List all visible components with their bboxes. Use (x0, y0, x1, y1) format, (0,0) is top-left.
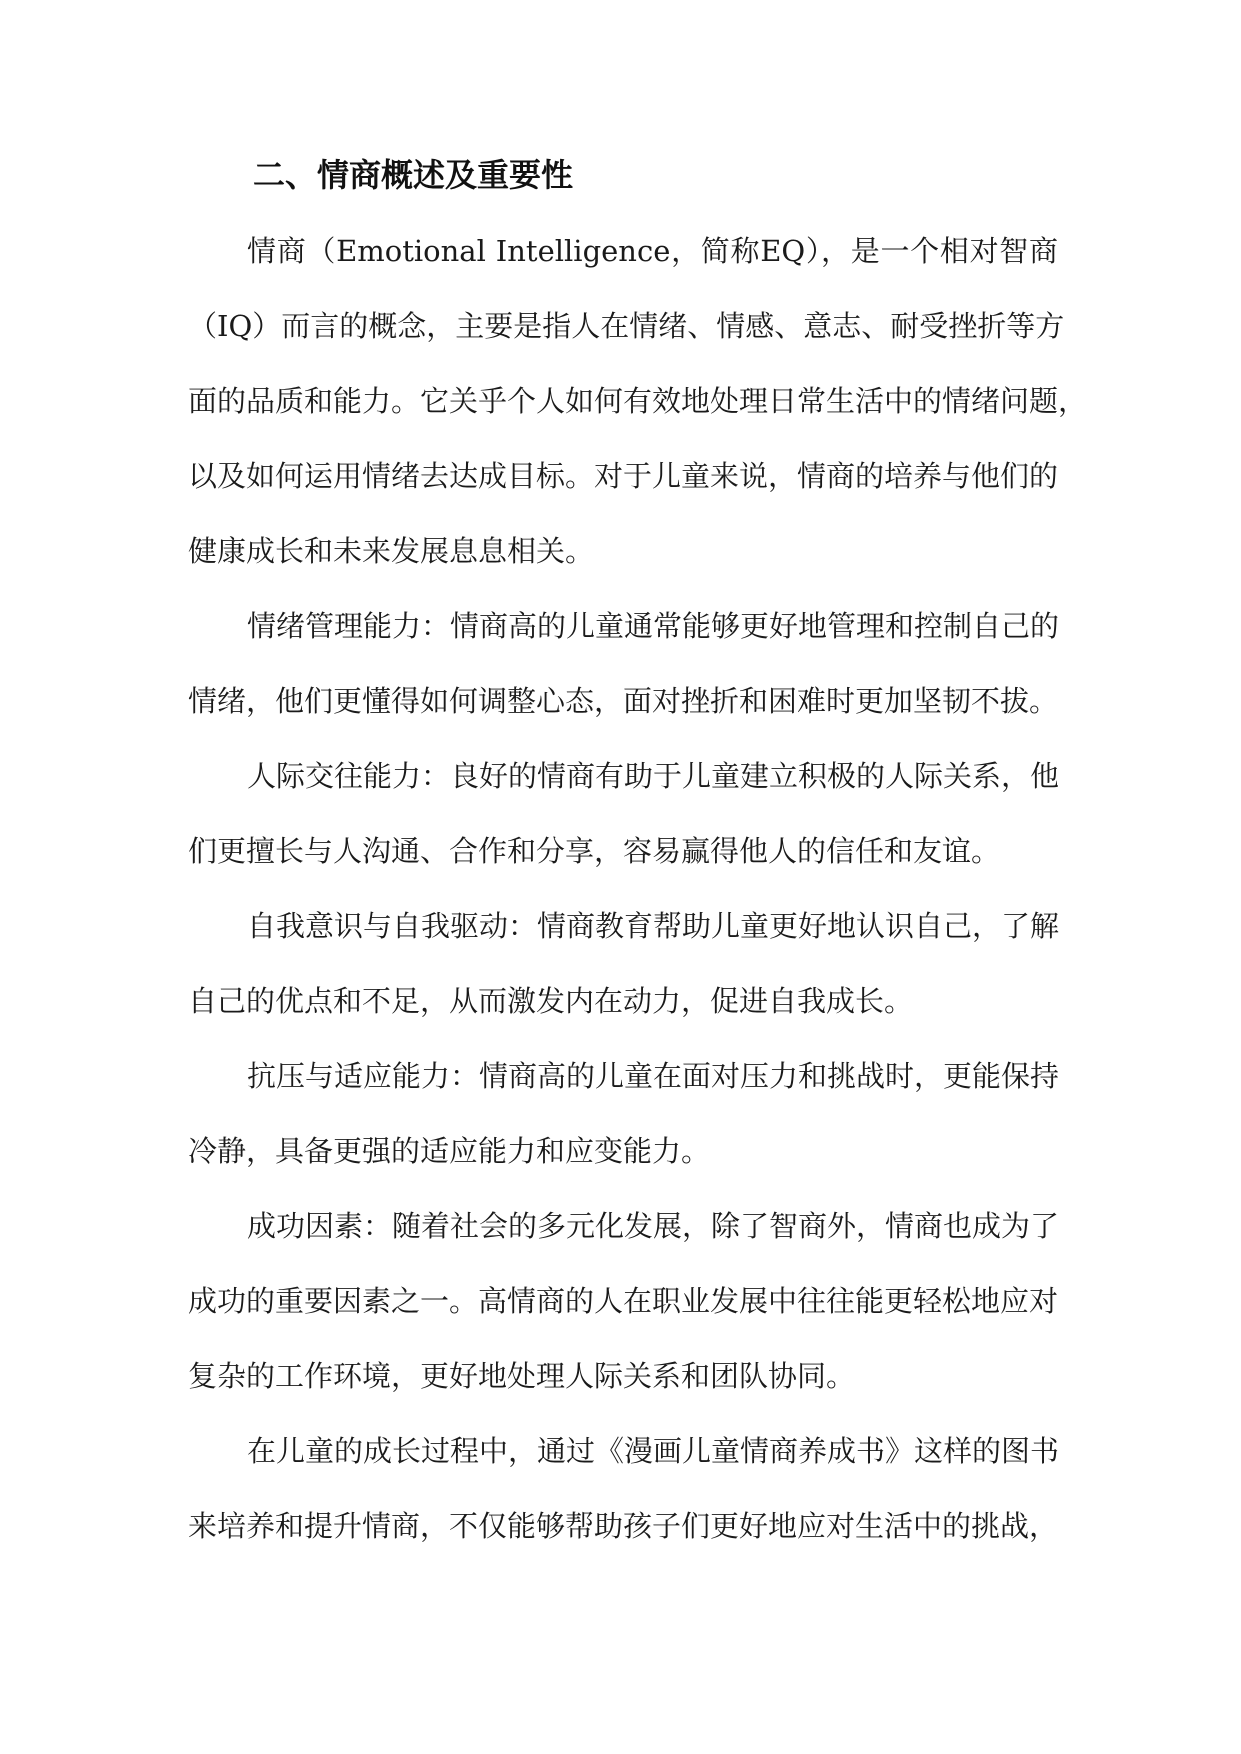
paragraph-line: 情绪管理能力：情商高的儿童通常能够更好地管理和控制自己的 (247, 609, 1060, 643)
paragraph-line: 情商（Emotional Intelligence，简称EQ），是一个相对智商 (247, 234, 1058, 268)
paragraph-line: 健康成长和未来发展息息相关。 (188, 534, 595, 568)
paragraph-line: 抗压与适应能力：情商高的儿童在面对压力和挑战时，更能保持 (247, 1059, 1060, 1093)
paragraph-line: 自我意识与自我驱动：情商教育帮助儿童更好地认识自己，了解 (247, 909, 1060, 943)
paragraph-line: （IQ）而言的概念，主要是指人在情绪、情感、意志、耐受挫折等方 (188, 309, 1065, 343)
paragraph-line: 情绪，他们更懂得如何调整心态，面对挫折和困难时更加坚韧不拔。 (188, 684, 1059, 718)
paragraph-line: 在儿童的成长过程中，通过《漫画儿童情商养成书》这样的图书 (247, 1434, 1060, 1468)
paragraph-line: 人际交往能力：良好的情商有助于儿童建立积极的人际关系，他 (247, 759, 1060, 793)
paragraph-line: 来培养和提升情商，不仅能够帮助孩子们更好地应对生活中的挑战， (188, 1509, 1059, 1543)
paragraph-line: 成功的重要因素之一。高情商的人在职业发展中往往能更轻松地应对 (188, 1284, 1059, 1318)
paragraph-line: 自己的优点和不足，从而激发内在动力，促进自我成长。 (188, 984, 914, 1018)
paragraph-line: 面的品质和能力。它关乎个人如何有效地处理日常生活中的情绪问题， (188, 384, 1088, 418)
paragraph-line: 冷静，具备更强的适应能力和应变能力。 (188, 1134, 711, 1168)
paragraph-line: 成功因素：随着社会的多元化发展，除了智商外，情商也成为了 (247, 1209, 1060, 1243)
paragraph-line: 以及如何运用情绪去达成目标。对于儿童来说，情商的培养与他们的 (188, 459, 1059, 493)
paragraph-line: 们更擅长与人沟通、合作和分享，容易赢得他人的信任和友谊。 (188, 834, 1001, 868)
paragraph-line: 复杂的工作环境，更好地处理人际关系和团队协同。 (188, 1359, 856, 1393)
section-heading: 二、情商概述及重要性 (253, 156, 574, 194)
